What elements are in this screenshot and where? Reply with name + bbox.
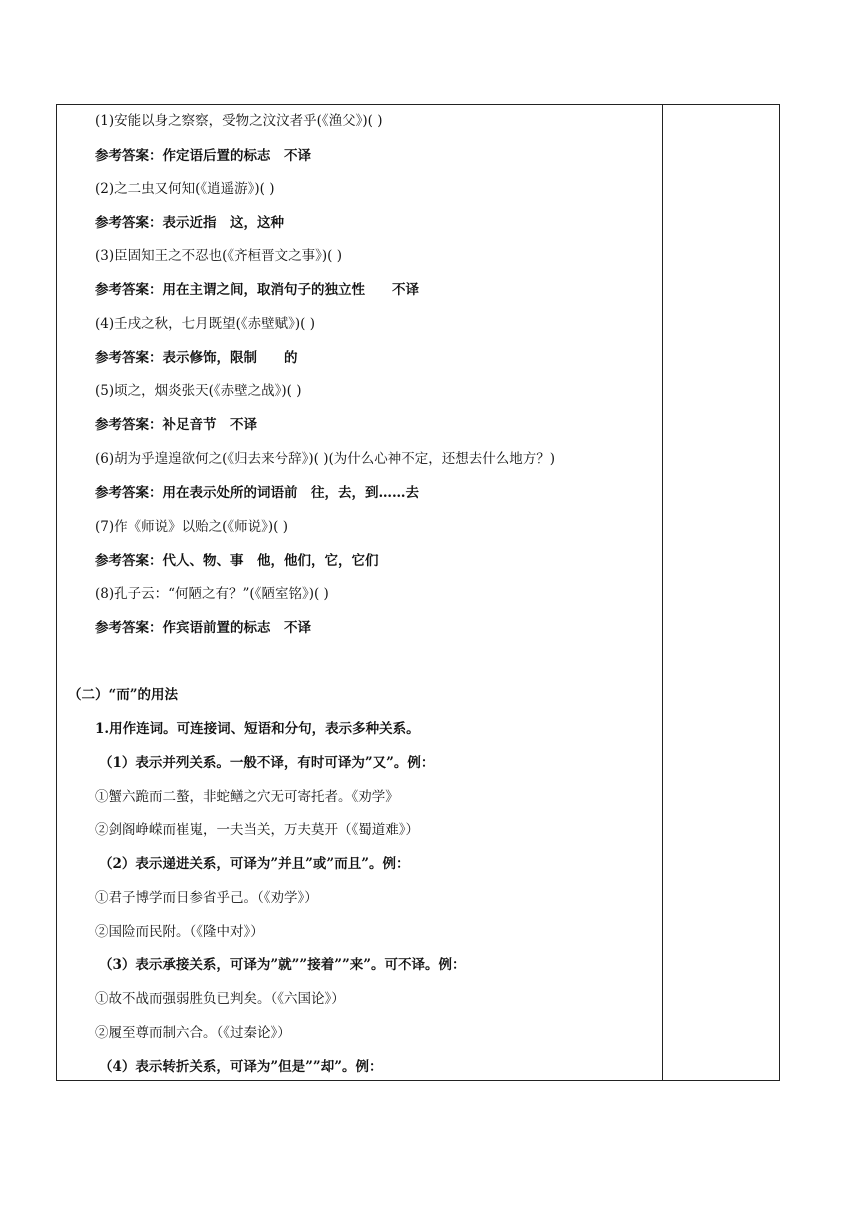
answer-line: 参考答案：代人、物、事 他，他们，它，它们 [95, 553, 379, 569]
answer-line: 参考答案：补足音节 不译 [95, 417, 257, 433]
text-line: (5)顷之，烟炎张天(《赤壁之战》)( ) [95, 383, 302, 399]
text-line: (8)孔子云：“何陋之有？”(《陋室铭》)( ) [95, 586, 329, 602]
answer-line: （3）表示承接关系，可译为”就””接着””来”。可不译。例： [99, 957, 466, 973]
answer-line: （二）“而”的用法 [68, 687, 179, 703]
text-line: (1)安能以身之察察，受物之汶汶者乎(《渔父》)( ) [95, 113, 383, 129]
text-line: ②履至尊而制六合。（《过秦论》） [95, 1025, 291, 1041]
text-line: (7)作《师说》以贻之(《师说》)( ) [95, 519, 288, 535]
answer-line: （4）表示转折关系，可译为”但是””却”。例： [99, 1059, 383, 1075]
answer-line: 参考答案：作定语后置的标志 不译 [95, 148, 311, 164]
text-line: ②国险而民附。（《隆中对》） [95, 924, 264, 940]
column-divider [662, 105, 663, 1080]
answer-line: 1.用作连词。可连接词、短语和分句，表示多种关系。 [95, 721, 420, 737]
answer-line: 参考答案：用在主谓之间，取消句子的独立性 不译 [95, 282, 419, 298]
text-line: ①蟹六跪而二螯，非蛇鳝之穴无可寄托者。《劝学》 [95, 789, 399, 805]
answer-line: （1）表示并列关系。一般不译，有时可译为”又”。例： [99, 755, 435, 771]
text-line: ②剑阁峥嵘而崔嵬，一夫当关，万夫莫开（《蜀道难》） [95, 822, 419, 838]
answer-line: 参考答案：作宾语前置的标志 不译 [95, 620, 311, 636]
text-line: (2)之二虫又何知(《逍遥游》)( ) [95, 181, 275, 197]
answer-line: 参考答案：表示修饰，限制 的 [95, 350, 298, 366]
answer-line: 参考答案：用在表示处所的词语前 往，去，到……去 [95, 485, 419, 501]
text-line: ①君子博学而日参省乎己。（《劝学》） [95, 890, 318, 906]
answer-line: 参考答案：表示近指 这，这种 [95, 215, 284, 231]
text-line: (3)臣固知王之不忍也(《齐桓晋文之事》)( ) [95, 248, 342, 264]
text-line: ①故不战而强弱胜负已判矣。（《六国论》） [95, 991, 345, 1007]
text-line: (4)壬戌之秋，七月既望(《赤壁赋》)( ) [95, 316, 315, 332]
text-line: (6)胡为乎遑遑欲何之(《归去来兮辞》)( )(为什么心神不定，还想去什么地方？) [95, 451, 556, 467]
answer-line: （2）表示递进关系，可译为”并且”或”而且”。例： [99, 856, 410, 872]
